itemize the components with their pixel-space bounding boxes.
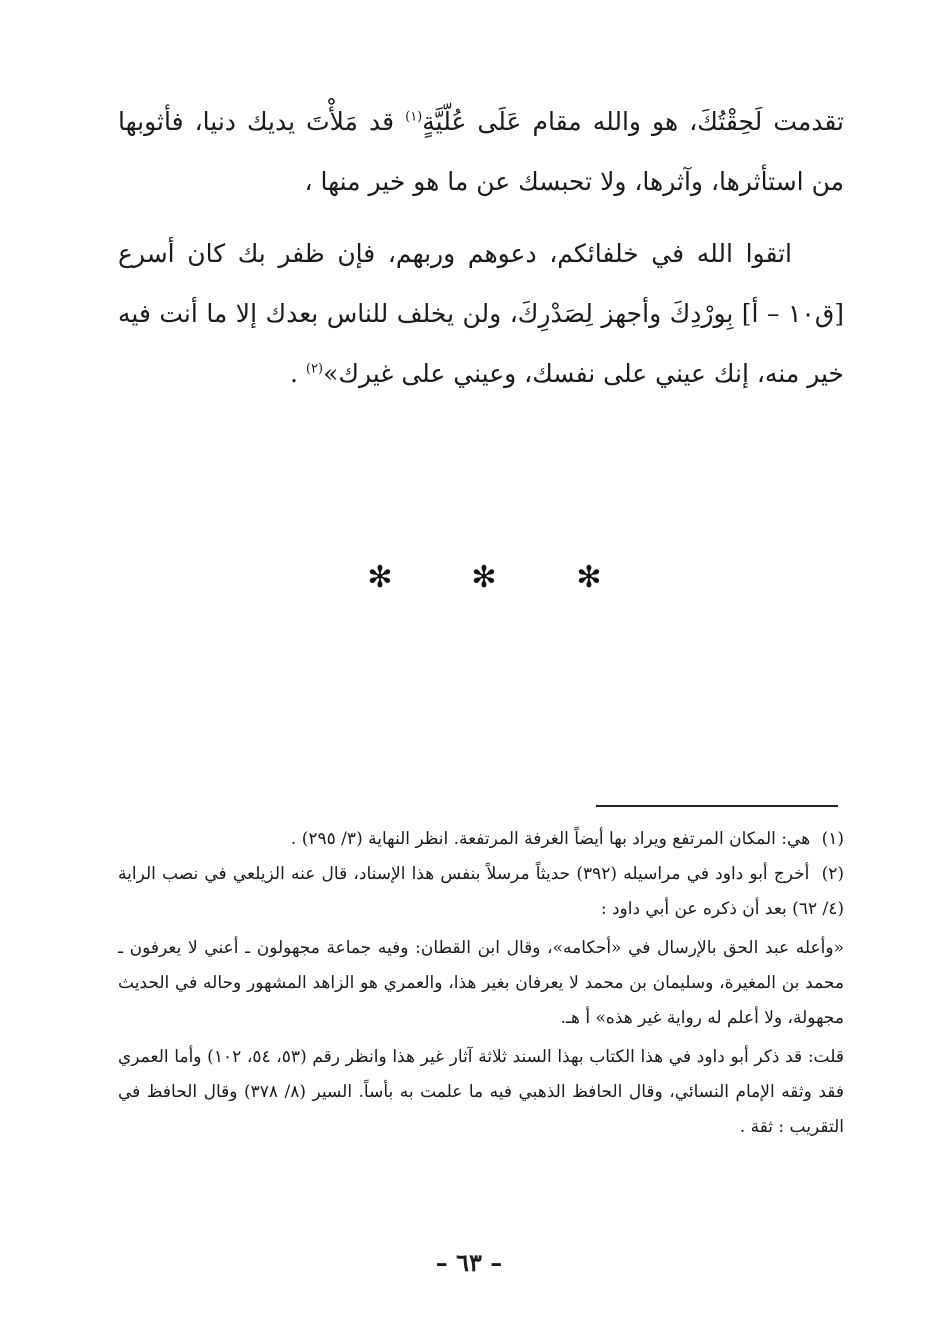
paragraph-text: قد مَلأْتَ يديك دنيا، فأثوبها من استأثرها، وآثرها، ولا تحبسك عن ما هو خير منها ، bbox=[118, 107, 844, 196]
footnote-text: أخرج أبو داود في مراسيله (٣٩٢) حديثاً مرسلاً بنفس هذا الإسناد، قال عنه الزيلعي في نصب الراية (٤/ ٦٢) بعد أن ذكره عن أبي داود : bbox=[118, 864, 844, 919]
paragraph-text: . bbox=[290, 359, 306, 388]
footnote-1 bbox=[118, 822, 844, 857]
footnote-number: (٢) bbox=[821, 864, 844, 884]
footnote-divider bbox=[596, 805, 838, 807]
footnote-note: قلت: قد ذكر أبو داود في هذا الكتاب بهذا السند ثلاثة آثار غير هذا وانظر رقم (٥٣، ٥٤، ١٠٢) وأما العمري فقد وثقه الإمام النسائي، وقال الحافظ الذهبي فيه ما علمت به بأساً. السير (٨/ ٣٧٨) وقال الحافظ في التقريب : ثقة . bbox=[118, 1047, 845, 1137]
main-text bbox=[118, 92, 844, 404]
footnote-reference: (١) bbox=[405, 109, 423, 125]
section-separator bbox=[0, 560, 938, 595]
footnote-number: (١) bbox=[821, 829, 844, 849]
asterism-star-icon: ✻ bbox=[367, 560, 393, 595]
paragraph-text: اتقوا الله في خلفائكم، دعوهم وربهم، فإن ظفر بك كان أسرع [ق١٠ – أ] بِورْدِكَ وأجهز لِصَدْرِكَ، ولن يخلف للناس بعدك إلا ما أنت فيه خير منه، إنك عيني على نفسك، وعيني على غيرك» bbox=[118, 239, 844, 388]
footnote-quote: «وأعله عبد الحق بالإرسال في «أحكامه»، وقال ابن القطان: وفيه جماعة مجهولون ـ أعني لا يعرفون ـ محمد بن المغيرة، وسليمان بن محمد لا يعرفان بغير هذا، والعمري هو الزاهد المشهور وحاله في الحديث مجهولة، ولا أعلم له رواية غير هذه» أ هـ. bbox=[118, 938, 844, 1028]
footnote-2 bbox=[118, 857, 844, 927]
footnote-reference: (٢) bbox=[305, 361, 324, 377]
paragraph-2 bbox=[118, 224, 844, 404]
paragraph-text: تقدمت لَحِقْتُكَ، هو والله مقام عَلَى عُلّيَّةٍ bbox=[422, 107, 844, 136]
asterism-star-icon: ✻ bbox=[576, 560, 602, 595]
page-number: – ٦٣ – bbox=[435, 1248, 503, 1277]
paragraph-1 bbox=[118, 92, 844, 212]
footnote-text: هي: المكان المرتفع ويراد بها أيضاً الغرفة المرتفعة. انظر النهاية (٣/ ٢٩٥) . bbox=[290, 829, 811, 849]
asterism-star-icon: ✻ bbox=[471, 560, 497, 595]
footnotes bbox=[118, 822, 844, 1145]
